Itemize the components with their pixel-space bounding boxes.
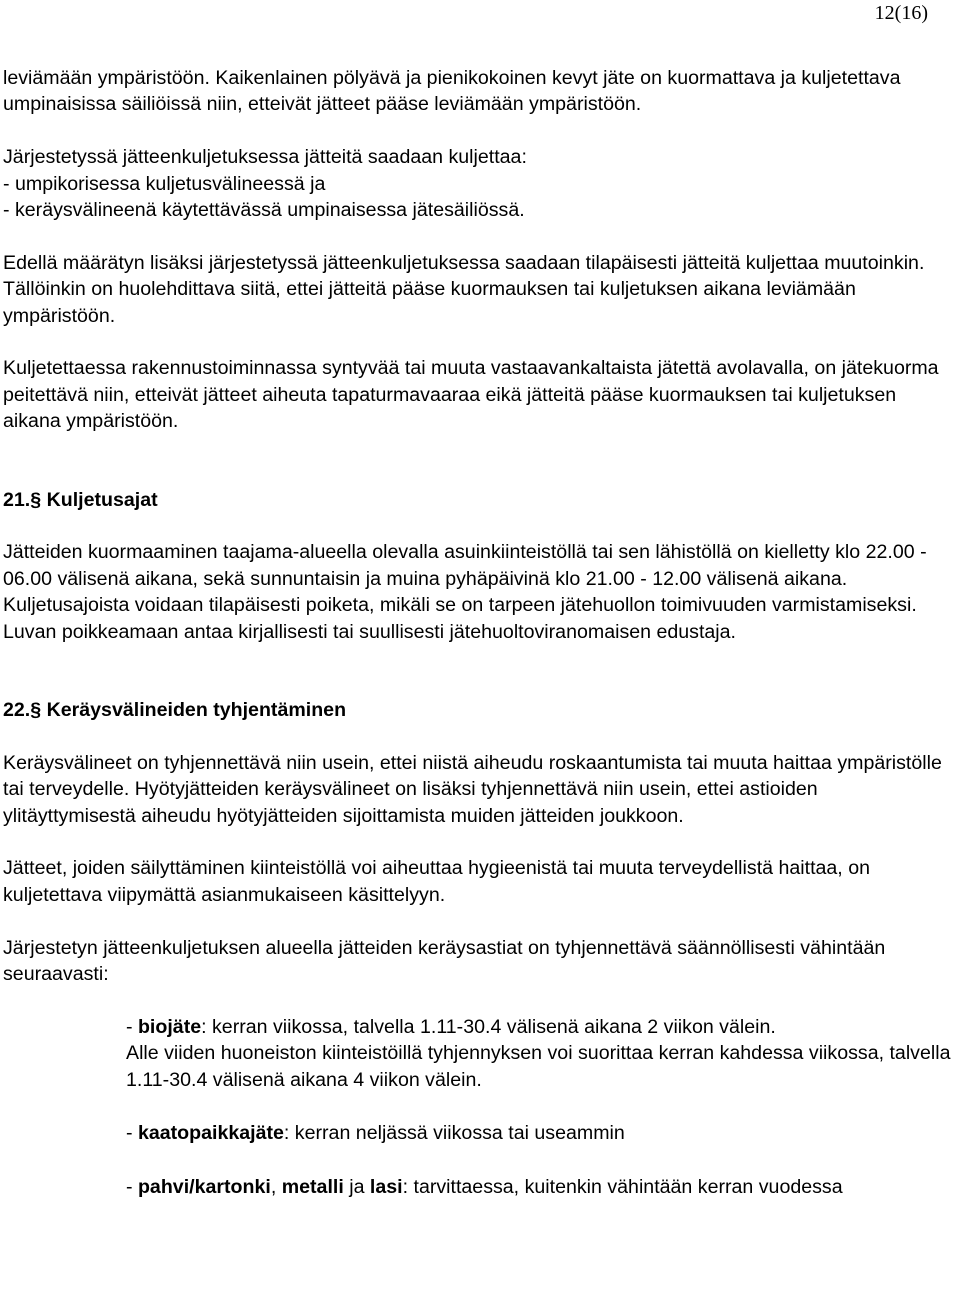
paragraph-continuation: leviämään ympäristöön. Kaikenlainen pölyävä ja pienikokoinen kevyt jäte on kuormattava ja kuljetettava umpinaisissa säiliöissä niin, etteivät jätteet pääse leviämään ympäristöön. bbox=[3, 67, 901, 116]
waste-type-label: pahvi/kartonki bbox=[137, 1175, 271, 1198]
paragraph-temporary-transport: Edellä määrätyn lisäksi järjestetyssä jätteenkuljetuksessa saadaan tilapäisesti jätteitä kuljettaa muutoinkin. Tällöinkin on huolehdittava siitä, ettei jätteitä pääse kuormauksen tai kuljetuksen aikana leviämään ympäristöön. bbox=[3, 251, 925, 327]
waste-type-label: kaatopaikkajäte bbox=[137, 1122, 284, 1145]
section-22-heading bbox=[3, 697, 953, 723]
transport-method-item: - umpikorisessa kuljetusvälineessä ja bbox=[3, 172, 326, 195]
section-22-body-1: Keräysvälineet on tyhjennettävä niin usein, ettei niistä aiheudu roskaantumista tai muuta haittaa ympäristölle tai terveydelle. Hyötyjätteiden keräysvälineet on lisäksi tyhjennettävä niin usein, ettei astioiden ylitäyttymisestä aiheudu hyötyjätteiden sijoittamista muiden jätteiden joukkoon. bbox=[3, 751, 942, 827]
section-22-body-3: Järjestetyn jätteenkuljetuksen alueella jätteiden keräysastiat on tyhjennettävä säännöllisesti vähintään seuraavasti: bbox=[3, 936, 886, 986]
list-item-extra: Alle viiden huoneiston kiinteistöillä tyhjennyksen voi suorittaa kerran kahdessa viikossa, talvella 1.11-30.4 välisenä aikana 4 viikon välein. bbox=[126, 1042, 951, 1091]
waste-type-label: metalli bbox=[281, 1175, 344, 1198]
waste-type-label: lasi bbox=[369, 1175, 403, 1198]
transport-methods-block bbox=[3, 144, 953, 223]
section-number: 21.§ bbox=[3, 488, 42, 511]
emptying-schedule-list bbox=[126, 1014, 953, 1200]
transport-method-item: - keräysvälineenä käytettävässä umpinaisessa jätesäiliössä. bbox=[3, 199, 525, 222]
list-item-recyclables: - pahvi/kartonki, metalli ja lasi: tarvittaessa, kuitenkin vähintään kerran vuodessa bbox=[126, 1175, 843, 1198]
section-title: Kuljetusajat bbox=[46, 488, 158, 511]
document-body bbox=[3, 65, 953, 1200]
list-item-landfill-waste: - kaatopaikkajäte: kerran neljässä viikossa tai useammin bbox=[126, 1122, 625, 1145]
waste-type-label: biojäte bbox=[137, 1015, 202, 1038]
section-22-body-2: Jätteet, joiden säilyttäminen kiinteistöllä voi aiheuttaa hygieenistä tai muuta terveydellistä haittaa, on kuljetettava viipymättä asianmukaiseen käsittelyyn. bbox=[3, 857, 870, 906]
section-21-body: Jätteiden kuormaaminen taajama-alueella olevalla asuinkiinteistöllä tai sen lähistöllä on kielletty klo 22.00 - 06.00 välisenä aikana, sekä sunnuntaisin ja muina pyhäpäivinä klo 21.00 - 12.00 välisenä aikana. Kuljetusajoista voidaan tilapäisesti poiketa, mikäli se on tarpeen jätehuollon toimivuuden varmistamiseksi. Luvan poikkeamaan antaa kirjallisesti tai suullisesti jätehuoltoviranomaisen edustaja. bbox=[3, 541, 927, 643]
list-item-biowaste: - biojäte: kerran viikossa, talvella 1.11-30.4 välisenä aikana 2 viikon välein. Alle viiden huoneiston kiinteistöillä tyhjennyksen voi suorittaa kerran kahdessa viikossa, talvella 1.11-30.4 välisenä aikana 4 viikon välein. bbox=[126, 1014, 953, 1093]
paragraph-construction-waste: Kuljetettaessa rakennustoiminnassa syntyvää tai muuta vastaavankaltaista jätettä avolavalla, on jätekuorma peitettävä niin, etteivät jätteet aiheuta tapaturmavaaraa eikä jätteitä pääse kuormauksen tai kuljetuksen aikana ympäristöön. bbox=[3, 357, 939, 433]
page-number: 12(16) bbox=[874, 2, 928, 24]
section-number: 22.§ bbox=[3, 699, 42, 722]
transport-methods-intro: Järjestetyssä jätteenkuljetuksessa jätteitä saadaan kuljettaa: bbox=[3, 146, 527, 169]
section-title: Keräysvälineiden tyhjentäminen bbox=[46, 699, 347, 722]
section-21-heading bbox=[3, 487, 953, 513]
